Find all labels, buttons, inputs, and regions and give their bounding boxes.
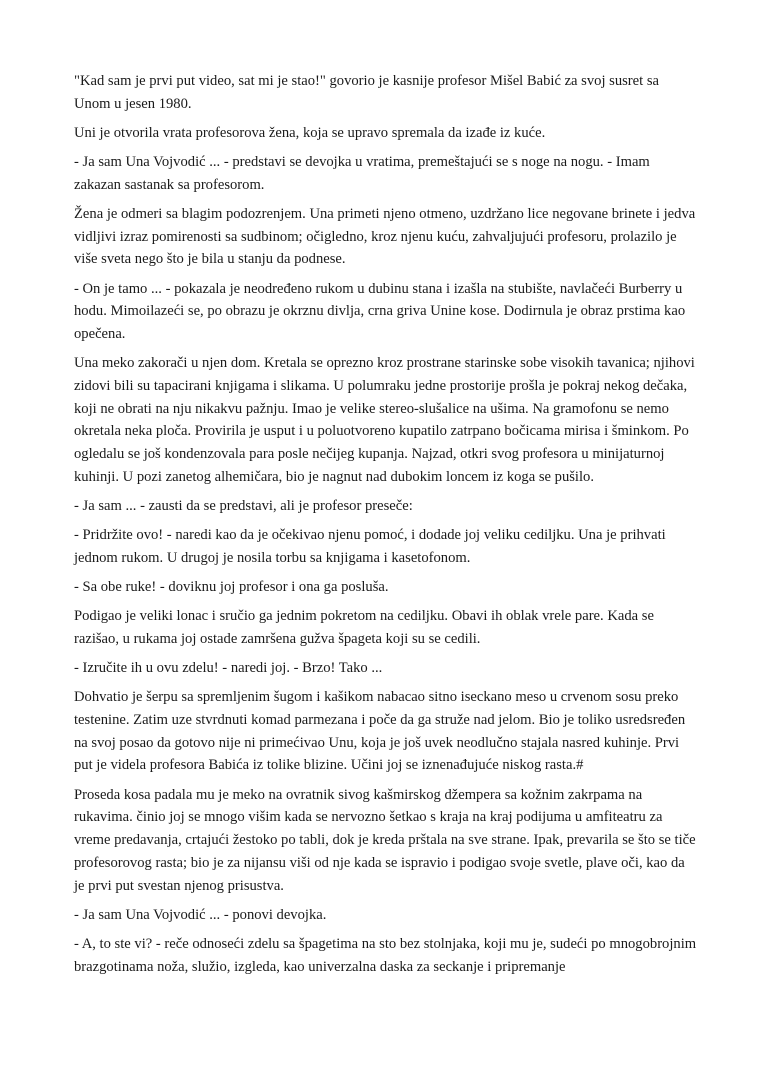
paragraph-14: - Ja sam Una Vojvodić ... - ponovi devojka.: [74, 906, 327, 923]
paragraph-12: Dohvatio je šerpu sa spremljenim šugom i kašikom nabacao sitno iseckano meso u crvenom sosu preko testenine. Zatim uze stvrdnuti komad parmezana i poče da ga struže nad jelom. Bio je toliko usredsređen na svoj posao da gotovo nije ni primećivao Unu, koja je još uvek neodlučno stajala nasred kuhinje. Prvi put je videla profesora Babića iz tolike blizine. Učini joj se iznenađujuće niskog rasta.#: [74, 689, 686, 774]
paragraph-10: Podigao je veliki lonac i sručio ga jednim pokretom na cediljku. Obavi ih oblak vrele pare. Kada se razišao, u rukama joj ostade zamršena gužva špageta koji su se cedili.: [74, 608, 654, 647]
paragraph-2: Uni je otvorila vrata profesorova žena, koja se upravo spremala da izađe iz kuće.: [74, 124, 546, 141]
paragraph-13: Proseda kosa padala mu je meko na ovratnik sivog kašmirskog džempera sa kožnim zakrpama na rukavima. činio joj se mnogo višim kada se nervozno šetkao s kraja na kraj podijuma u amfiteatru za vreme predavanja, crtajući žestoko po tabli, dok je kreda prštala na sve strane. Ipak, prevarila se što se tiče profesorovog rasta; bio je za nijansu viši od nje kada se ispravio i podigao svoje svetle, plave oči, kao da je prvi put svestan njenog prisustva.: [74, 786, 696, 894]
paragraph-3: - Ja sam Una Vojvodić ... - predstavi se devojka u vratima, premeštajući se s noge na nogu. - Imam zakazan sastanak sa profesorom.: [74, 154, 650, 193]
paragraph-5: - On je tamo ... - pokazala je neodređeno rukom u dubinu stana i izašla na stubište, navlačeći Burberry u hodu. Mimoilazeći se, po obrazu je okrznu divlja, crna griva Unine kose. Dodirnula je obraz prstima kao opečena.: [74, 280, 686, 343]
paragraph-11: - Izručite ih u ovu zdelu! - naredi joj. - Brzo! Tako ...: [74, 660, 383, 677]
document-page: [74, 70, 698, 985]
paragraph-7: - Ja sam ... - zausti da se predstavi, ali je profesor preseče:: [74, 497, 413, 514]
paragraph-4: Žena je odmeri sa blagim podozrenjem. Una primeti njeno otmeno, uzdržano lice negovane brinete i jedva vidljivi izraz pomirenosti sa sudbinom; očigledno, kroz njenu kuću, zahvaljujući profesoru, prolazilo je više sveta nego što je bila u stanju da podnese.: [74, 206, 696, 268]
paragraph-15: - A, to ste vi? - reče odnoseći zdelu sa špagetima na sto bez stolnjaka, koji mu je, sudeći po mnogobrojnim brazgotinama noža, služio, izgleda, kao univerzalna daska za seckanje i pripremanje: [74, 935, 697, 975]
paragraph-8: - Pridržite ovo! - naredi kao da je očekivao njenu pomoć, i dodade joj veliku cediljku. Una je prihvati jednom rukom. U drugoj je nosila torbu sa knjigama i kasetofonom.: [74, 527, 666, 566]
paragraph-6: Una meko zakorači u njen dom. Kretala se oprezno kroz prostrane starinske sobe visokih tavanica; njihovi zidovi bili su tapacirani knjigama i slikama. U polumraku jedne prostorije prošla je pokraj nekog dečaka, koji ne obrati na nju nikakvu pažnju. Imao je velike stereo-slušalice na ušima. Na gramofonu se nemo okretala neka ploča. Provirila je usput i u poluotvoreno kupatilo zatrpano bočicama mirisa i šminkom. Po ogledalu se još kondenzovala para posle nečijeg kupanja. Najzad, otkri svog profesora u minijaturnoj kuhinji. U pozi zanetog alhemičara, bio je nagnut nad dubokim loncem iz koga se pušilo.: [74, 355, 695, 485]
paragraph-1: "Kad sam je prvi put video, sat mi je stao!" govorio je kasnije profesor Mišel Babić za svoj susret sa Unom u jesen 1980.: [74, 73, 659, 112]
paragraph-9: - Sa obe ruke! - doviknu joj profesor i ona ga posluša.: [74, 579, 389, 596]
